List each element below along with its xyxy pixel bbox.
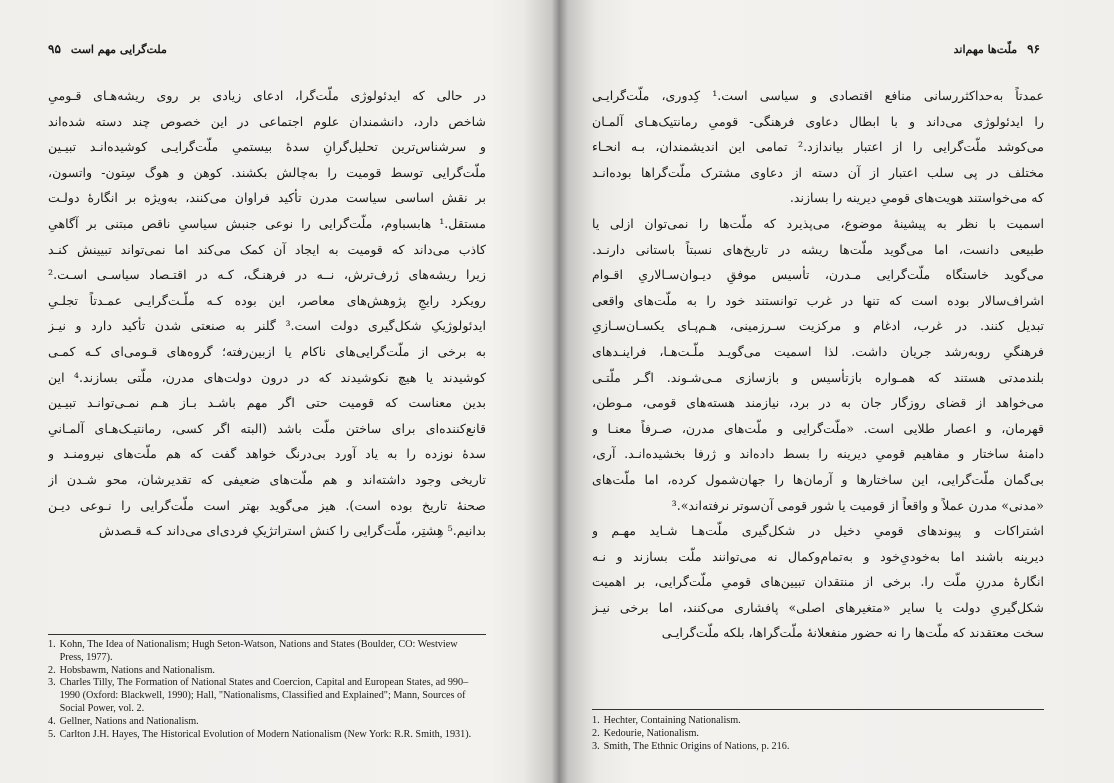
right-footnotes <box>592 715 1044 753</box>
text-line: بدانیم.⁵ هِشتِر، ملّت‌گرایی را کنش استراتژیکِ فردی‌ای می‌داند کـه قـصدش <box>98 523 486 539</box>
text-line: قهرمان، و اعصار طلایی است. «ملّت‌گرایی و ملّت‌های مدرن، صـرفاً معنـا و <box>592 420 1044 436</box>
right-header-title: ملّت‌ها مهم‌اند <box>953 43 1018 56</box>
text-line: «مدنی» مدرن عملاً و واقعاً از قومیت یا شور قومی آن‌سوتر نرفته‌اند».³ <box>671 497 1044 513</box>
text-line: اسمیت با نظر به پیشینۀ موضوع، می‌پذیرد که ملّت‌ها را نمی‌توان ازلی یا <box>592 215 1044 231</box>
text-line: تاریخی وجود داشته‌اند و هم ملّت‌های ضعیفی که تقدیرشان، محو شـدن از <box>48 471 486 487</box>
text-line: کوشیدند یا هیچ نکوشیدند که در درون دولت‌های مدرن، ملّتی بسازند.⁴ این <box>48 369 486 385</box>
text-line: می‌گوید خاستگاه ملّت‌گرایی مـدرن، تأسیس موفقِ دیـوان‌سـالاریِ اقـوام <box>592 267 1044 283</box>
footnote-number: 2. <box>48 664 56 676</box>
footnote-text: Kedourie, Nationalism. <box>603 727 699 739</box>
footnote-number: 4. <box>48 715 56 727</box>
text-line: تبدیل کنند. در غرب، ادغام و مرکزیت سـرزمینی، هـم‌پـای یکسـان‌سـازیِ <box>592 318 1044 334</box>
footnote-number: 3. <box>48 677 56 689</box>
footnote-text: Carlton J.H. Hayes, The Historical Evolution of Modern Nationalism (New York: R.R. Smith, 1931). <box>59 728 472 740</box>
text-line: شکل‌گیریِ دولت یا سایر «متغیرهای اصلی» پافشاری می‌کنند، اما برخی نیـز <box>592 599 1044 615</box>
text-line: که می‌خواستند هویت‌های قومیِ دیرینه را بسازند. <box>789 190 1044 206</box>
footnote-number: 1. <box>48 639 56 650</box>
text-line: می‌خواهد از قضای روزگار جان به در برد، نیازمند هسته‌های قومی، مـوطن، <box>592 395 1044 411</box>
right-body-text <box>592 83 1044 646</box>
footnote-number: 2. <box>592 727 600 739</box>
text-line: دامنۀ ساختار و مفاهیم قومیِ دیرینه را بسط داده‌اند و ژرفا بخشیده‌انـد. آری، <box>592 446 1044 462</box>
text-line: دیرینه باشند اما به‌خودیِ‌خود و به‌تمام‌وکمال نه می‌توانند ملّت بسازند و نـه <box>592 548 1044 564</box>
text-line: ایدئولوژیکِ شکل‌گیری دولت است.³ گلنر به صنعتی شدن تأکید دارد و نیـز <box>48 318 486 334</box>
right-page <box>566 0 1114 783</box>
left-page <box>0 0 548 783</box>
footnote <box>48 677 484 715</box>
footnote <box>48 716 484 729</box>
left-running-header <box>48 42 167 56</box>
text-line: رویکرد رایجِ پژوهش‌های معاصر، این بوده کـه ملّـت‌گرایـی عمـدتاً تجلـیِ <box>48 292 486 308</box>
left-page-number: ۹۵ <box>48 42 61 56</box>
right-running-header <box>954 42 1040 56</box>
footnote <box>48 729 484 742</box>
text-line: عمدتاً به‌حداکثررسانی منافع اقتصادی و سیاسی است.¹ کِدوری، ملّت‌گرایـی <box>592 88 1044 103</box>
text-line: سخت معتقدند که ملّت‌ها را نه حضور منفعلانۀ ملّت‌گراها، بلکه ملّت‌گرایـی <box>661 625 1044 641</box>
text-line: اشتراکات و پیوندهای قومیِ دخیل در شکل‌گیری ملّت‌هـا شـاید مهـم و <box>592 523 1044 539</box>
right-footnote-rule <box>592 709 1044 710</box>
text-line: بر نقش اساسی سیاست مدرن تأکید فراوان می‌کنند، به‌ویژه بر انگارۀ دولـت <box>48 190 486 206</box>
text-line: مختلف در پی سلب اعتبار از آن دسته از دعاوی مشترک ملّت‌گراها بوده‌انـد <box>592 164 1044 180</box>
text-line: انگارۀ مدرنِ ملّت را. برخی از منتقدان تبیین‌های قومیِ ملّت‌گرایی، بر اهمیت <box>592 574 1044 590</box>
footnote <box>48 665 484 678</box>
text-line: اشراف‌سالار بوده است که تنها در غرب توانستند خود را به ملّت‌های واقعی <box>592 292 1044 308</box>
text-line: ملّت‌گرایی توسط قومیت را به‌چالش بکشند. کوهن و هوگ سِتون- واتسون، <box>48 164 486 180</box>
text-line: قانع‌کننده‌ای برای ساختن ملّت باشد (البته اگر کسی، رمانتیـک‌هـای آلمـانیِ <box>48 420 486 436</box>
footnote-text: Gellner, Nations and Nationalism. <box>59 715 199 727</box>
text-line: به برخی از ملّت‌گرایی‌های ناکام یا ازبین‌رفته؛ گروه‌های قـومی‌ای کـه کمـی <box>48 343 486 359</box>
text-line: بلندمدتی هستند که همـواره بازتأسیس و بازسازی مـی‌شـوند. اگـر ملّتـی <box>592 369 1044 385</box>
footnote-text: Smith, The Ethnic Origins of Nations, p. 216. <box>603 740 790 752</box>
text-line: در حالی که ایدئولوژی ملّت‌گرا، ادعای زیادی بر روی ریشه‌هـای قـومیِ <box>48 88 486 103</box>
text-line: کاذب می‌داند که قومیت به ایجاد آن کمک می‌کند اما نمی‌تواند تبیینش کنـد <box>48 241 486 257</box>
text-line: زیرا ریشه‌های ژرف‌ترش، نــه در فرهنـگ، کـه در اقتـصاد سیاسـی اسـت.² <box>48 267 486 283</box>
text-line: بی‌گمان ملّت‌گرایی، این ساختارها و آرمان‌ها را جهان‌شمول کرده، اما ملّت‌های <box>592 471 1044 487</box>
text-line: مستقل.¹ هابسباوم، ملّت‌گرایی را نوعی جنبش سیاسیِ ناقص مبتنی بر آگاهیِ <box>48 215 486 231</box>
footnote-text: Hobsbawm, Nations and Nationalism. <box>59 664 215 676</box>
text-line: بدین معناست که قومیت حتی اگر مهم باشـد بـاز هـم نمـی‌توانـد تبیـین <box>48 395 486 411</box>
footnote-number: 5. <box>48 728 56 740</box>
text-line: فرهنگیِ روبه‌رشد جریان داشت. لذا اسمیت می‌گویـد ملّـت‌هـا، فراینـدهای <box>592 343 1044 359</box>
footnote <box>592 741 1044 754</box>
footnote-text: Charles Tilly, The Formation of National States and Coercion, Capital and European States, ad 990–1990 (Oxford: Blackwell, 1990); Hall, "Nationalisms, Classified and Explained"; Mann, Sources of Social Power, vol. 2. <box>59 677 469 714</box>
text-line: طبیعی دانست، اما می‌گوید ملّت‌ها ریشه در تاریخ‌های نسبتاً باستانی دارنـد. <box>592 241 1044 257</box>
text-line: صحنۀ تاریخ بوده است). هیز می‌گوید بهتر است ملّت‌گرایی را نـوعی دیـن <box>48 497 486 513</box>
footnote <box>48 639 484 665</box>
footnote-text: Kohn, The Idea of Nationalism; Hugh Seton-Watson, Nations and States (Boulder, CO: Westview Press, 1977). <box>59 639 458 663</box>
text-line: و سرشناس‌ترین تحلیل‌گرانِ سدۀ بیستمیِ ملّت‌گرایـی کوشیده‌انـد تبیـین <box>48 139 486 155</box>
footnote-number: 1. <box>592 715 600 726</box>
left-footnote-rule <box>48 634 486 635</box>
footnote-text: Hechter, Containing Nationalism. <box>603 715 741 726</box>
footnote-number: 3. <box>592 740 600 752</box>
text-line: می‌کوشد ملّت‌گرایی را از اعتبار بیاندازد.² تمامی این اندیشمندان، بـه انحـاء <box>592 139 1044 155</box>
text-line: سدۀ نوزده را به یاد آورد بی‌درنگ خواهد گفت که هم ملّت‌های نیرومنـد و <box>48 446 486 462</box>
left-body-text <box>48 83 486 544</box>
right-page-number: ۹۶ <box>1027 42 1040 56</box>
left-footnotes <box>48 639 484 741</box>
footnote <box>592 728 1044 741</box>
text-line: را ایدئولوژی می‌داند و با ابطال دعاوی فرهنگی- قومیِ رمانتیک‌هـای آلمـان <box>592 113 1044 129</box>
left-header-title: ملت‌گرایی مهم است <box>70 43 167 56</box>
text-line: شاخص دارد، دانشمندان علوم اجتماعی در این خصوص چند دسته شده‌اند <box>48 113 486 129</box>
footnote <box>592 715 1044 728</box>
